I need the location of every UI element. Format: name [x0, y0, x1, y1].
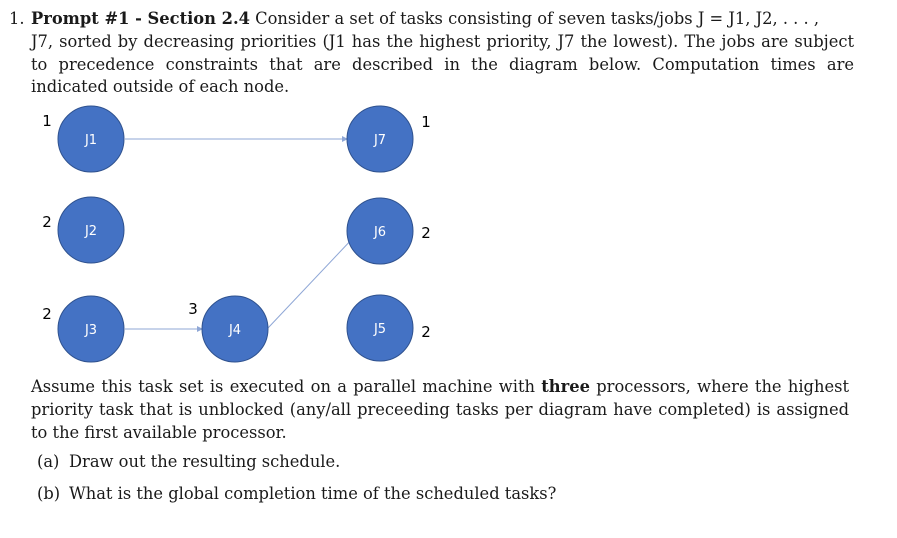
time-j6: 2 — [421, 224, 431, 242]
node-j4-label: J4 — [228, 323, 242, 338]
node-j7 — [347, 106, 413, 172]
node-j4 — [202, 296, 268, 362]
node-j2-label: J2 — [84, 224, 98, 239]
node-j3 — [58, 296, 124, 362]
time-j5: 2 — [421, 323, 431, 341]
assumption-bold: three — [541, 377, 590, 396]
assumption-paragraph — [31, 376, 849, 444]
node-j6 — [347, 198, 413, 264]
node-j5-label: J5 — [373, 322, 387, 337]
node-j1 — [58, 106, 124, 172]
problem-intro-rest: J7, sorted by decreasing priorities (J1 has the highest priority, J7 the lowest). The jobs are subject to precedence constraints that are described in the diagram below. Computation times are indicated outside of each node. — [31, 31, 854, 97]
time-j3: 2 — [42, 305, 52, 323]
assumption-pre: Assume this task set is executed on a parallel machine with — [31, 377, 542, 396]
node-j2 — [58, 197, 124, 263]
node-j7-label: J7 — [373, 133, 387, 148]
time-j1: 1 — [42, 112, 52, 130]
problem-intro-line1: Consider a set of tasks consisting of seven tasks/jobs J = J1, J2, . . . , — [249, 9, 820, 28]
problem-number: 1. — [9, 9, 25, 28]
time-j2: 2 — [42, 213, 52, 231]
part-b-label: (b) — [37, 484, 61, 503]
part-a — [37, 452, 340, 471]
part-a-text: Draw out the resulting schedule. — [69, 452, 341, 471]
time-j7: 1 — [421, 113, 431, 131]
node-j3-label: J3 — [84, 323, 98, 338]
part-b — [37, 484, 556, 503]
time-j4: 3 — [188, 300, 198, 318]
edge-j4-j6 — [268, 237, 354, 328]
assumption-post: processors, where the highest priority task that is unblocked (any/all preceeding tasks per diagram have completed) is assigned to the first available processor. — [31, 377, 850, 442]
node-j5 — [347, 295, 413, 361]
part-a-label: (a) — [37, 452, 60, 471]
part-b-text: What is the global completion time of the scheduled tasks? — [69, 484, 557, 503]
node-j1-label: J1 — [84, 133, 98, 148]
problem-title: Prompt #1 - Section 2.4 — [31, 9, 250, 28]
node-j6-label: J6 — [373, 225, 387, 240]
